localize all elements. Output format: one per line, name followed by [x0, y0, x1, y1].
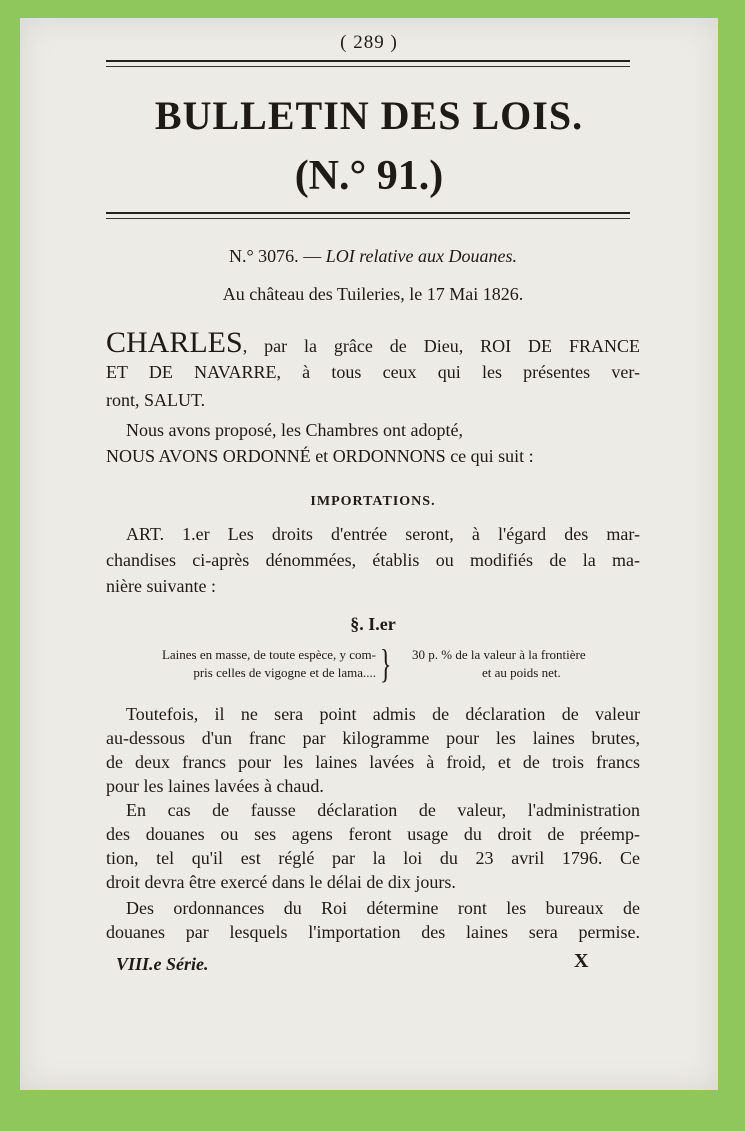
issue-number: (N.° 91.)	[294, 153, 444, 199]
middle-rule	[106, 212, 630, 214]
paragraph-2-line-2: des douanes ou ses agens feront usage du droit de préemp-	[106, 824, 640, 844]
preamble-line-4: Nous avons proposé, les Chambres ont adopté,	[126, 420, 463, 440]
top-rule-thin	[106, 66, 630, 67]
document-page	[20, 18, 718, 1090]
preamble-line-3: ront, SALUT.	[106, 390, 206, 410]
top-rule	[106, 60, 630, 62]
paragraph-1-line-3: de deux francs pour les laines lavées à froid, et de trois francs	[106, 752, 640, 772]
paragraph-2-line-3: tion, tel qu'il est réglé par la loi du 23 avril 1796. Ce	[106, 848, 640, 868]
paragraph-2-line-4: droit devra être exercé dans le délai de dix jours.	[106, 872, 456, 892]
paragraph-1-line-4: pour les laines lavées à chaud.	[106, 776, 324, 796]
preamble-line-1: CHARLES, par la grâce de Dieu, ROI DE FRANCE	[106, 326, 640, 359]
page-number: ( 289 )	[340, 32, 398, 53]
article-1-line-2: chandises ci-après dénommées, établis ou modifiés de la ma-	[106, 550, 640, 570]
middle-rule-thin	[106, 218, 630, 219]
place-date: Au château des Tuileries, le 17 Mai 1826.	[222, 284, 524, 304]
paragraph-1-line-1: Toutefois, il ne sera point admis de déclaration de valeur	[126, 704, 640, 724]
paragraph-3-line-1: Des ordonnances du Roi détermine ront les bureaux de	[126, 898, 640, 918]
paragraph-3-line-2: douanes par lesquels l'importation des laines sera permise.	[106, 922, 640, 942]
section-heading: IMPORTATIONS.	[310, 494, 436, 509]
article-1-line-1: ART. 1.er Les droits d'entrée seront, à l'égard des mar-	[126, 524, 640, 544]
series-label: VIII.e Série.	[116, 954, 209, 974]
brace: }	[379, 641, 392, 686]
tariff-item: Laines en masse, de toute espèce, y com- pris celles de vigogne et de lama....	[161, 647, 376, 680]
paragraph-symbol: §. I.er	[350, 614, 396, 634]
tariff-rate: 30 p. % de la valeur à la frontière et au poids net.	[412, 647, 586, 680]
paragraph-2-line-1: En cas de fausse déclaration de valeur, l'administration	[126, 800, 640, 820]
bulletin-title: BULLETIN DES LOIS.	[154, 93, 584, 138]
signature-mark: X	[574, 950, 589, 972]
article-1-line-3: nière suivante :	[106, 576, 216, 596]
paragraph-1-line-2: au-dessous d'un franc par kilogramme pour les laines brutes,	[106, 728, 640, 748]
preamble-line-2: ET DE NAVARRE, à tous ceux qui les présentes ver-	[106, 362, 640, 382]
preamble-line-5: NOUS AVONS ORDONNÉ et ORDONNONS ce qui suit :	[106, 446, 534, 466]
law-header: N.° 3076. — LOI relative aux Douanes.	[228, 246, 517, 266]
